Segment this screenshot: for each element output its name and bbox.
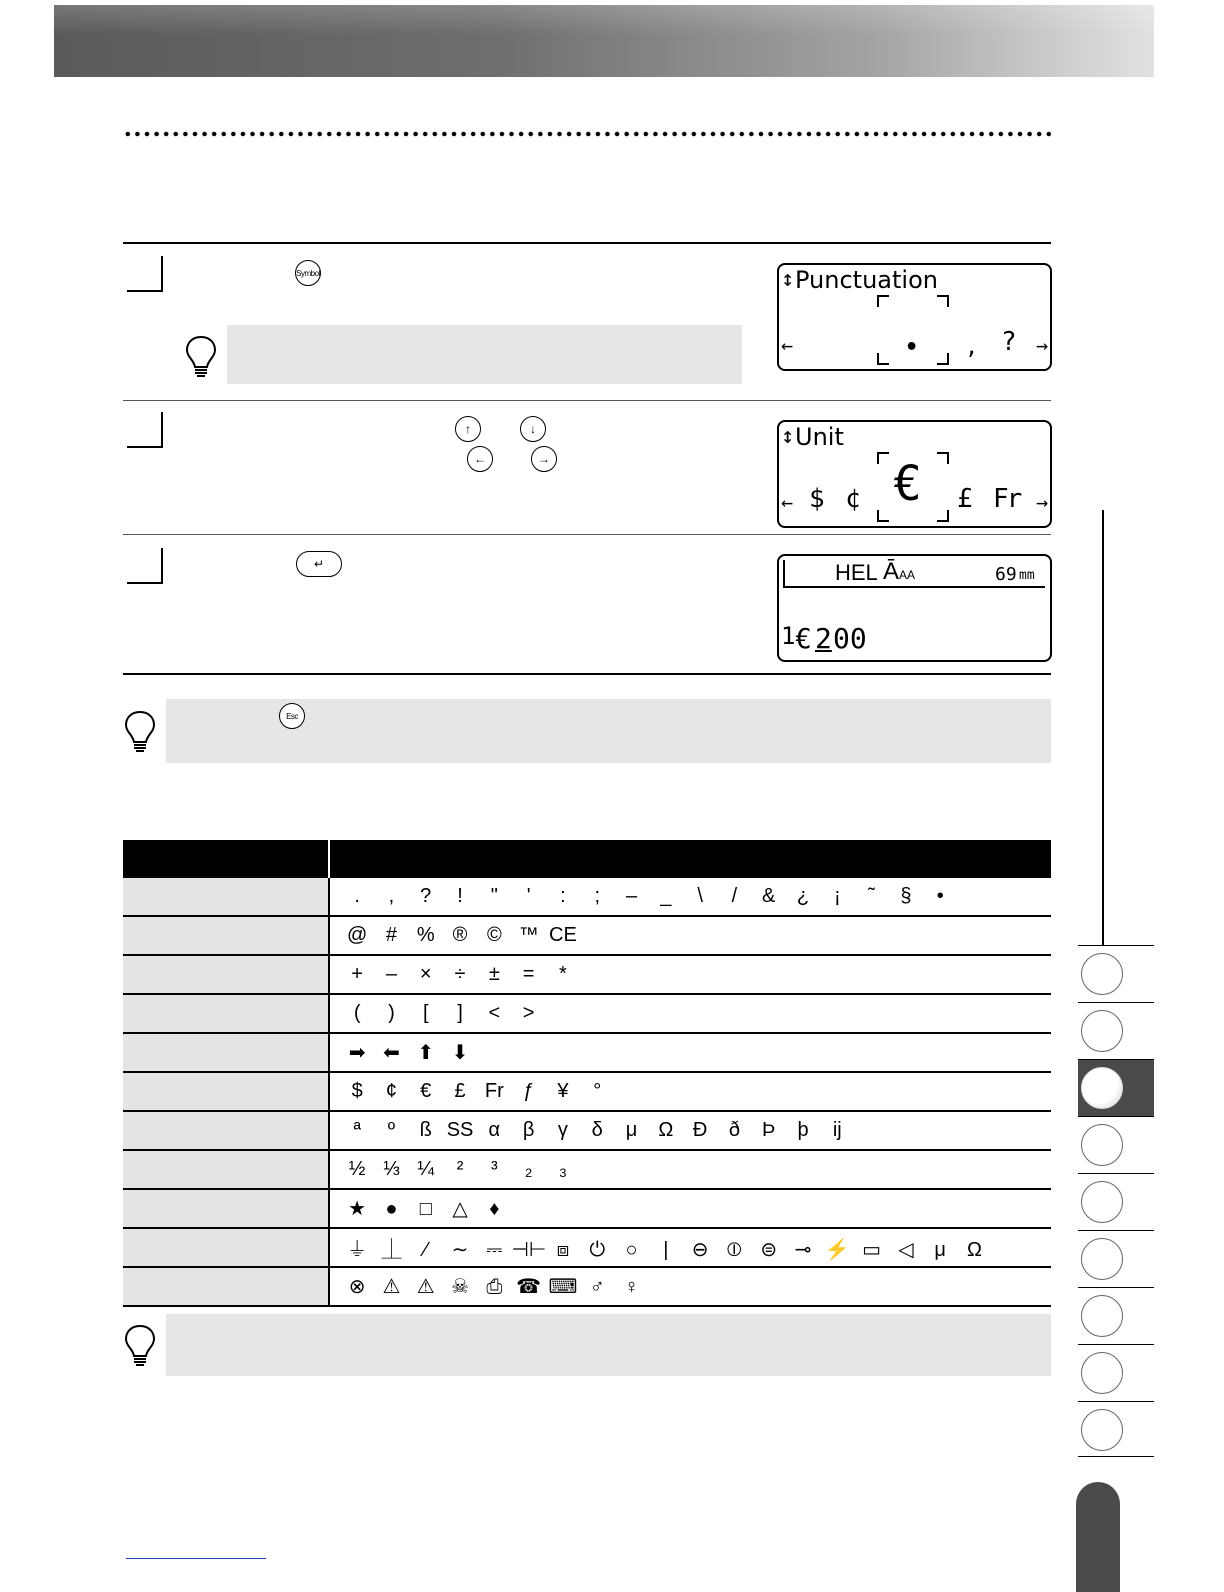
symbol-char: ☠: [451, 1276, 469, 1298]
table-header-symbols: [329, 840, 1051, 878]
symbol-char: \: [697, 885, 703, 907]
footer-link-line: [126, 1558, 266, 1559]
symbol-char: ⏊: [381, 1239, 402, 1261]
symbol-char: •: [936, 885, 944, 907]
symbol-char: □: [419, 1198, 432, 1220]
symbol-char: ¡: [833, 885, 841, 907]
chapter-tab[interactable]: [1078, 1401, 1154, 1458]
symbol-char: ©: [486, 924, 502, 946]
lcd-selected-char: €: [893, 456, 922, 512]
symbol-char: _: [660, 885, 672, 907]
symbol-category-cell: [123, 1267, 329, 1306]
symbol-char: μ: [625, 1119, 638, 1141]
chapter-tab-circle: [1081, 1409, 1123, 1451]
symbol-char: §: [900, 885, 912, 907]
table-header-category: [123, 840, 329, 878]
chapter-tab[interactable]: [1078, 1116, 1154, 1173]
symbol-category-cell: [123, 878, 329, 916]
symbol-char: ♦: [489, 1198, 500, 1220]
symbol-char: ⌨: [548, 1276, 578, 1298]
symbol-char: ²: [456, 1158, 464, 1180]
symbol-char: –: [625, 885, 638, 907]
symbol-char: ⚠: [416, 1276, 435, 1298]
symbol-char: /: [731, 885, 738, 907]
symbol-category-cell: [123, 1150, 329, 1189]
lightbulb-icon: [185, 335, 217, 379]
symbol-table: [123, 840, 1051, 1307]
symbol-char: *: [559, 963, 567, 985]
chapter-tab-circle: [1081, 1010, 1123, 1052]
lcd-char: ,: [965, 335, 979, 360]
symbol-char: ½: [348, 1158, 366, 1180]
dotted-divider: [123, 130, 1051, 138]
right-arrow-key-icon: →: [531, 446, 557, 472]
symbol-char: ð: [728, 1119, 740, 1141]
symbol-category-cell: [123, 1228, 329, 1267]
symbol-char: ♂: [589, 1276, 605, 1298]
lcd-line-marker: 1: [781, 622, 796, 650]
symbol-char: ¥: [557, 1080, 569, 1102]
symbol-category-cell: [123, 916, 329, 955]
lcd-text-rest: 00: [833, 622, 867, 655]
scroll-updown-icon: ↕: [781, 267, 795, 292]
table-row: [123, 1267, 1051, 1306]
lcd-size-small: AA: [899, 568, 916, 582]
symbol-char: ₃: [558, 1158, 567, 1180]
up-arrow-key-icon: ↑: [455, 416, 481, 442]
symbol-char: $: [351, 1080, 363, 1102]
lcd-cursor-char: 2: [815, 622, 832, 655]
symbol-char: @: [346, 924, 368, 946]
symbol-char: &: [762, 885, 776, 907]
symbol-char: ♀: [624, 1276, 640, 1298]
chapter-tab[interactable]: [1078, 1059, 1154, 1116]
symbol-char: ∼: [451, 1239, 469, 1261]
step-divider: [123, 400, 1051, 401]
symbol-char: ;: [594, 885, 600, 907]
table-row: [123, 916, 1051, 955]
symbol-char: ®: [452, 924, 468, 946]
symbol-list-cell: [329, 955, 1051, 994]
symbol-char: ○: [625, 1239, 638, 1261]
table-row: [123, 994, 1051, 1033]
symbol-char: ⊸: [794, 1239, 812, 1261]
lightbulb-icon: [124, 710, 156, 754]
symbol-char: ™: [518, 924, 539, 946]
table-row: [123, 1228, 1051, 1267]
symbol-char: ◁: [898, 1239, 914, 1261]
symbol-char: ,: [388, 885, 395, 907]
symbol-category-cell: [123, 1111, 329, 1150]
left-arrow-icon: ←: [781, 490, 794, 514]
side-tab-line: [1102, 510, 1104, 946]
symbol-category-cell: [123, 1189, 329, 1228]
symbol-category-cell: [123, 955, 329, 994]
symbol-char: ⬇: [451, 1042, 469, 1064]
symbol-char: ⁄: [424, 1239, 428, 1261]
table-row: [123, 1033, 1051, 1072]
symbol-list-cell: [329, 1228, 1051, 1267]
table-row: [123, 878, 1051, 916]
lcd-char: ?: [1001, 327, 1017, 357]
symbol-char: [: [422, 1002, 429, 1024]
lcd-selected-char: •: [905, 335, 919, 360]
symbol-char: ": [490, 885, 498, 907]
symbol-list-cell: [329, 1072, 1051, 1111]
symbol-char: ⏚: [347, 1239, 368, 1261]
symbol-char: Ω: [658, 1119, 674, 1141]
lcd-category-title: Punctuation: [795, 266, 938, 294]
symbol-char: ⧈: [556, 1239, 570, 1261]
symbols-hint-box: [166, 1314, 1051, 1376]
step-3-marker: [127, 548, 163, 584]
lcd-char: £: [957, 484, 973, 514]
lcd-screen-unit: [777, 420, 1052, 528]
symbol-char: Fr: [484, 1080, 504, 1102]
chapter-tab-circle: [1081, 1124, 1123, 1166]
symbol-char: ): [388, 1002, 395, 1024]
symbol-char: ▭: [862, 1239, 882, 1261]
symbol-char: +: [351, 963, 363, 985]
symbol-char: :: [560, 885, 566, 907]
symbol-char: ¿: [796, 885, 810, 907]
symbol-char: ₂: [524, 1158, 533, 1180]
symbol-char: ●: [385, 1198, 398, 1220]
symbol-char: .: [354, 885, 360, 907]
chapter-tab-circle: [1081, 1295, 1123, 1337]
chapter-tab[interactable]: [1078, 1287, 1154, 1344]
section-rule-bottom: [123, 673, 1051, 675]
symbol-char: ☎: [516, 1276, 542, 1298]
right-arrow-icon: →: [1035, 333, 1048, 357]
chapter-tab-circle: [1081, 953, 1123, 995]
symbol-char: ⏻: [589, 1239, 606, 1261]
symbol-char: Ω: [967, 1239, 982, 1261]
symbol-char: °: [593, 1080, 602, 1102]
page-number-tab: [1076, 1482, 1120, 1592]
symbol-char: ß: [419, 1119, 432, 1141]
symbol-char: ¢: [385, 1080, 397, 1102]
symbol-char: ×: [419, 963, 432, 985]
esc-key-icon: Esc: [279, 703, 305, 729]
lcd-size-indicator: Ā: [883, 558, 900, 585]
chapter-tab[interactable]: [1078, 945, 1154, 1002]
lcd-text-prefix: €: [795, 622, 812, 655]
symbol-char: ⬆: [417, 1042, 435, 1064]
symbol-char: ⦶: [727, 1239, 742, 1261]
symbol-list-cell: [329, 1189, 1051, 1228]
symbol-char: ÷: [454, 963, 466, 985]
symbol-char: ¼: [417, 1158, 435, 1180]
symbol-char: þ: [797, 1119, 809, 1141]
chapter-tab[interactable]: [1078, 1002, 1154, 1059]
symbol-char: β: [522, 1119, 535, 1141]
header-banner: [54, 5, 1154, 77]
table-row: [123, 1111, 1051, 1150]
symbol-char: ⊣⊢: [511, 1239, 547, 1261]
symbol-char: δ: [591, 1119, 603, 1141]
symbol-list-cell: [329, 994, 1051, 1033]
symbol-char: <: [488, 1002, 501, 1024]
table-row: [123, 955, 1051, 994]
symbol-char: ³: [491, 1158, 498, 1180]
symbol-category-cell: [123, 1033, 329, 1072]
symbol-char: μ: [934, 1239, 946, 1261]
symbol-char: =: [522, 963, 535, 985]
lcd-screen-text: [777, 554, 1052, 662]
table-row: [123, 1189, 1051, 1228]
lcd-category-title: Unit: [795, 423, 844, 451]
symbol-char: ⊗: [348, 1276, 366, 1298]
lcd-char: Fr: [993, 484, 1021, 514]
right-arrow-icon: →: [1035, 490, 1048, 514]
symbol-char: ★: [348, 1198, 367, 1220]
step-1-marker: [127, 256, 163, 292]
symbol-char: ⅓: [383, 1158, 400, 1180]
symbol-char: SS: [446, 1119, 474, 1141]
lcd-char: $: [809, 484, 825, 514]
symbol-char: €: [420, 1080, 432, 1102]
symbol-char: !: [457, 885, 463, 907]
symbol-char: ➡: [348, 1042, 366, 1064]
lcd-length-value: 69: [995, 564, 1017, 585]
symbol-char: ⚠: [382, 1276, 401, 1298]
symbol-char: |: [663, 1239, 669, 1261]
symbol-char: Þ: [762, 1119, 776, 1141]
left-arrow-icon: ←: [781, 333, 794, 357]
symbol-char: ': [526, 885, 531, 907]
symbol-char: ⬅: [383, 1042, 400, 1064]
down-arrow-key-icon: ↓: [520, 416, 546, 442]
symbol-char: ]: [457, 1002, 463, 1024]
chapter-tab[interactable]: [1078, 1230, 1154, 1287]
symbol-char: ⚡: [824, 1239, 850, 1261]
symbol-char: α: [488, 1119, 501, 1141]
lcd-char: ¢: [845, 484, 861, 514]
symbol-char: >: [522, 1002, 535, 1024]
symbol-char: (: [353, 1002, 361, 1024]
symbol-key-icon: Symbol: [295, 260, 321, 286]
lcd-length-unit: mm: [1019, 568, 1035, 583]
symbol-char: ⎙: [486, 1276, 503, 1298]
step-2-marker: [127, 412, 163, 448]
enter-key-icon: ↵: [296, 551, 342, 577]
symbol-char: CE: [549, 924, 577, 946]
left-arrow-key-icon: ←: [467, 446, 493, 472]
symbol-char: ij: [832, 1119, 842, 1141]
symbol-char: ⎓: [486, 1239, 503, 1261]
symbol-char: ⊜: [760, 1239, 778, 1261]
symbol-char: º: [387, 1119, 396, 1141]
symbol-char: –: [385, 963, 397, 985]
symbol-list-cell: [329, 878, 1051, 916]
symbol-char: £: [454, 1080, 466, 1102]
section-rule-top: [123, 242, 1051, 244]
chapter-tab-circle: [1081, 1181, 1123, 1223]
symbol-list-cell: [329, 1111, 1051, 1150]
symbol-char: #: [385, 924, 397, 946]
symbol-char: ?: [420, 885, 432, 907]
symbol-char: ⊖: [691, 1239, 709, 1261]
symbol-char: ±: [488, 963, 500, 985]
lcd-screen-punctuation: [777, 263, 1052, 371]
symbol-list-cell: [329, 1267, 1051, 1306]
chapter-tab-circle: [1081, 1352, 1123, 1394]
table-row: [123, 1072, 1051, 1111]
step-divider: [123, 534, 1051, 535]
table-row: [123, 1150, 1051, 1189]
symbol-category-cell: [123, 994, 329, 1033]
symbol-char: ª: [353, 1119, 361, 1141]
chapter-tab-circle: [1081, 1238, 1123, 1280]
symbol-list-cell: [329, 1033, 1051, 1072]
symbol-char: γ: [557, 1119, 568, 1141]
symbol-list-cell: [329, 916, 1051, 955]
chapter-tab[interactable]: [1078, 1173, 1154, 1230]
chapter-tab[interactable]: [1078, 1344, 1154, 1401]
chapter-tab-circle: [1081, 1067, 1123, 1109]
symbol-char: ˜: [868, 885, 875, 907]
symbol-char: ƒ: [523, 1080, 535, 1102]
lightbulb-icon: [124, 1324, 156, 1368]
symbol-char: △: [452, 1198, 468, 1220]
scroll-updown-icon: ↕: [781, 424, 795, 449]
symbol-char: %: [416, 924, 435, 946]
symbol-list-cell: [329, 1150, 1051, 1189]
symbol-category-cell: [123, 1072, 329, 1111]
step-1-hint-box: [227, 325, 742, 384]
symbol-char: Đ: [692, 1119, 708, 1141]
lcd-font-indicator: HEL: [835, 560, 878, 585]
